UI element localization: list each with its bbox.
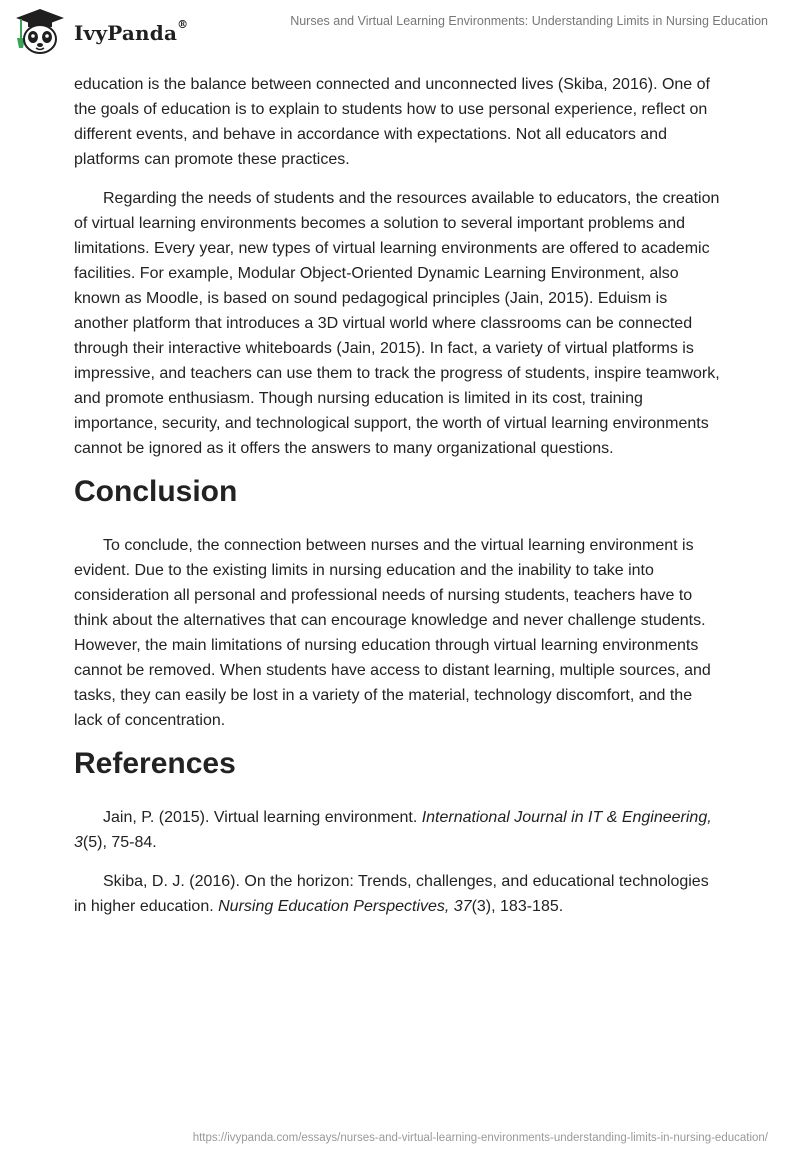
- source-url[interactable]: https://ivypanda.com/essays/nurses-and-virtual-learning-environments-understanding-limits-in-nursing-education/: [192, 1132, 768, 1144]
- paragraph-conclusion: To conclude, the connection between nurses and the virtual learning environment is evident. Due to the existing limits in nursing education and the inability to take into consideration all personal and professional needs of nursing students, teachers have to think about the alternatives that can encourage knowledge and never challenge students. However, the main limitations of nursing education through virtual learning environments cannot be removed. When students have access to distant learning, multiple sources, and tasks, they can easily be lost in a variety of the material, technology discomfort, and the lack of concentration.: [74, 537, 711, 729]
- paragraph-continued: education is the balance between connected and unconnected lives (Skiba, 2016). One of the goals of education is to explain to students how to use personal experience, reflect on different events, and behave in accordance with expectations. Not all educators and platforms can promote these practices.: [74, 76, 710, 168]
- reference-entry: Skiba, D. J. (2016). On the horizon: Trends, challenges, and educational technologies in higher education. Nursing Education Perspectives, 37(3), 183-185.: [74, 873, 709, 915]
- logo-wordmark: IvyPanda®: [74, 18, 189, 45]
- document-title: Nurses and Virtual Learning Environments: Understanding Limits in Nursing Education: [290, 14, 768, 28]
- references-heading: References: [74, 747, 236, 780]
- conclusion-heading: Conclusion: [74, 475, 238, 508]
- paragraph-virtual-environments: Regarding the needs of students and the resources available to educators, the creation of virtual learning environments becomes a solution to several important problems and limitations. Every year, new types of virtual learning environments are offered to academic facilities. For example, Modular Object-Oriented Dynamic Learning Environment, also known as Moodle, is based on sound pedagogical principles (Jain, 2015). Eduism is another platform that introduces a 3D virtual world where classrooms can be connected through their interactive whiteboards (Jain, 2015). In fact, a variety of virtual platforms is impressive, and teachers can use them to track the progress of students, inspire teamwork, and promote enthusiasm. Though nursing education is limited in its cost, training importance, security, and technological support, the worth of virtual learning environments cannot be ignored as it offers the answers to many organizational questions.: [74, 190, 720, 457]
- essay-body: [74, 72, 724, 933]
- reference-entry: Jain, P. (2015). Virtual learning environment. International Journal in IT & Engineering, 3(5), 75-84.: [74, 809, 712, 851]
- registered-mark: ®: [177, 18, 189, 31]
- ivypanda-logo[interactable]: [14, 8, 204, 56]
- panda-graduate-icon: [14, 8, 66, 56]
- page-header: [0, 0, 800, 60]
